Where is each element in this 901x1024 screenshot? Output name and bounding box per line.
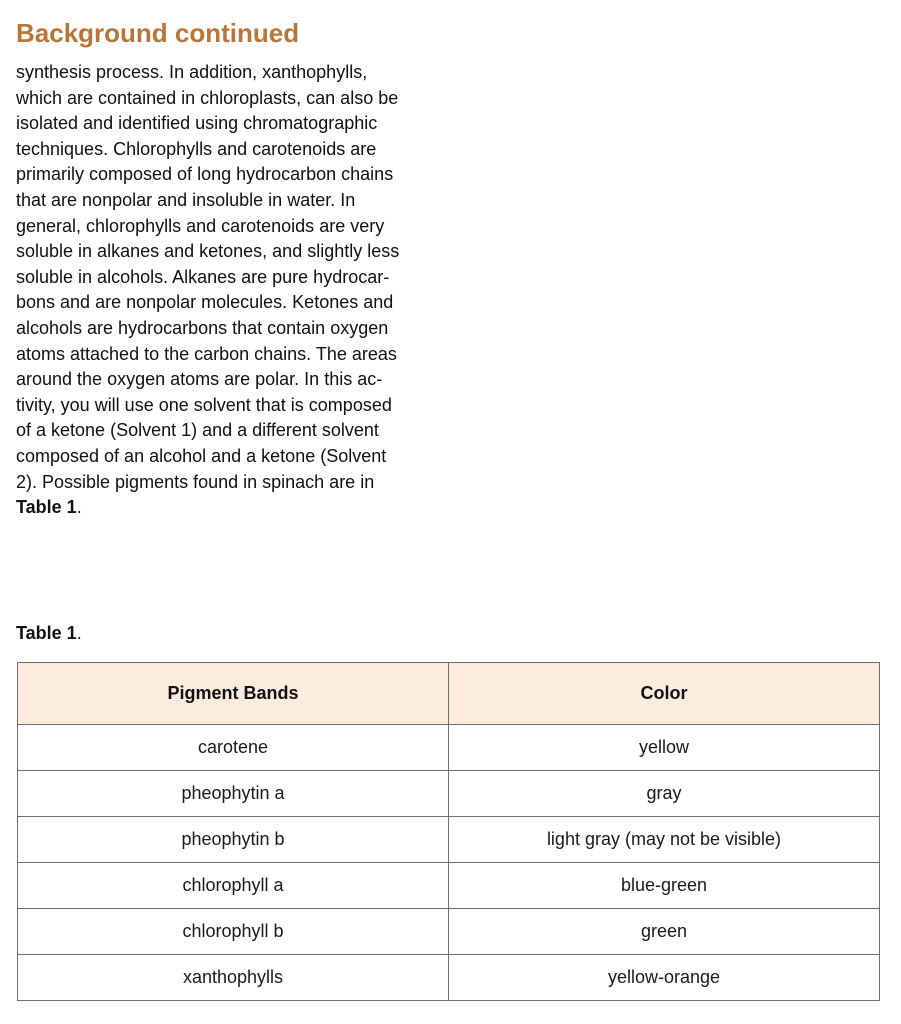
pigment-table (17, 662, 880, 1001)
paragraph-line: soluble in alcohols. Alkanes are pure hydrocar- (16, 266, 390, 287)
table-caption (16, 621, 82, 645)
color-cell: gray (449, 771, 880, 817)
pigment-cell: xanthophylls (18, 955, 449, 1001)
paragraph-final-line (16, 495, 446, 521)
table-row (18, 909, 880, 955)
paragraph-end-punct: . (76, 497, 82, 518)
table-row (18, 725, 880, 771)
table-header-row (18, 663, 880, 725)
paragraph-line: general, chlorophylls and carotenoids are very (16, 215, 385, 236)
pigment-cell: chlorophyll b (18, 909, 449, 955)
paragraph-line: that are nonpolar and insoluble in water. In (16, 189, 356, 210)
pigment-cell: pheophytin b (18, 817, 449, 863)
table-row (18, 771, 880, 817)
body-paragraph (16, 60, 446, 521)
paragraph-line: of a ketone (Solvent 1) and a different solvent (16, 420, 379, 441)
table-row (18, 817, 880, 863)
table-row (18, 955, 880, 1001)
section-heading: Background continued (16, 18, 300, 48)
paragraph-line: alcohols are hydrocarbons that contain oxygen (16, 317, 389, 338)
paragraph-line: atoms attached to the carbon chains. The areas (16, 343, 397, 364)
color-cell: yellow-orange (449, 955, 880, 1001)
paragraph-line: which are contained in chloroplasts, can also be (16, 87, 399, 108)
paragraph-line: primarily composed of long hydrocarbon chains (16, 164, 394, 185)
paragraph-line: bons and are nonpolar molecules. Ketones and (16, 292, 394, 313)
color-cell: light gray (may not be visible) (449, 817, 880, 863)
paragraph-line: synthesis process. In addition, xanthophylls, (16, 62, 368, 82)
paragraph-line: 2). Possible pigments found in spinach are in (16, 471, 375, 492)
paragraph-line: tivity, you will use one solvent that is composed (16, 394, 392, 415)
paragraph-line: around the oxygen atoms are polar. In this ac- (16, 369, 383, 390)
table-reference: Table 1 (16, 497, 77, 518)
column-header-pigment-bands: Pigment Bands (18, 663, 449, 725)
color-cell: blue-green (449, 863, 880, 909)
pigment-cell: chlorophyll a (18, 863, 449, 909)
table-row (18, 863, 880, 909)
color-cell: green (449, 909, 880, 955)
table-caption-label: Table 1 (16, 623, 77, 643)
color-cell: yellow (449, 725, 880, 771)
pigment-cell: carotene (18, 725, 449, 771)
column-header-color: Color (449, 663, 880, 725)
pigment-cell: pheophytin a (18, 771, 449, 817)
table-caption-punct: . (76, 623, 82, 643)
paragraph-line: soluble in alkanes and ketones, and slightly less (16, 241, 400, 262)
paragraph-line: composed of an alcohol and a ketone (Solvent (16, 445, 387, 466)
paragraph-line: techniques. Chlorophylls and carotenoids are (16, 138, 377, 159)
paragraph-line: isolated and identified using chromatographic (16, 113, 378, 134)
